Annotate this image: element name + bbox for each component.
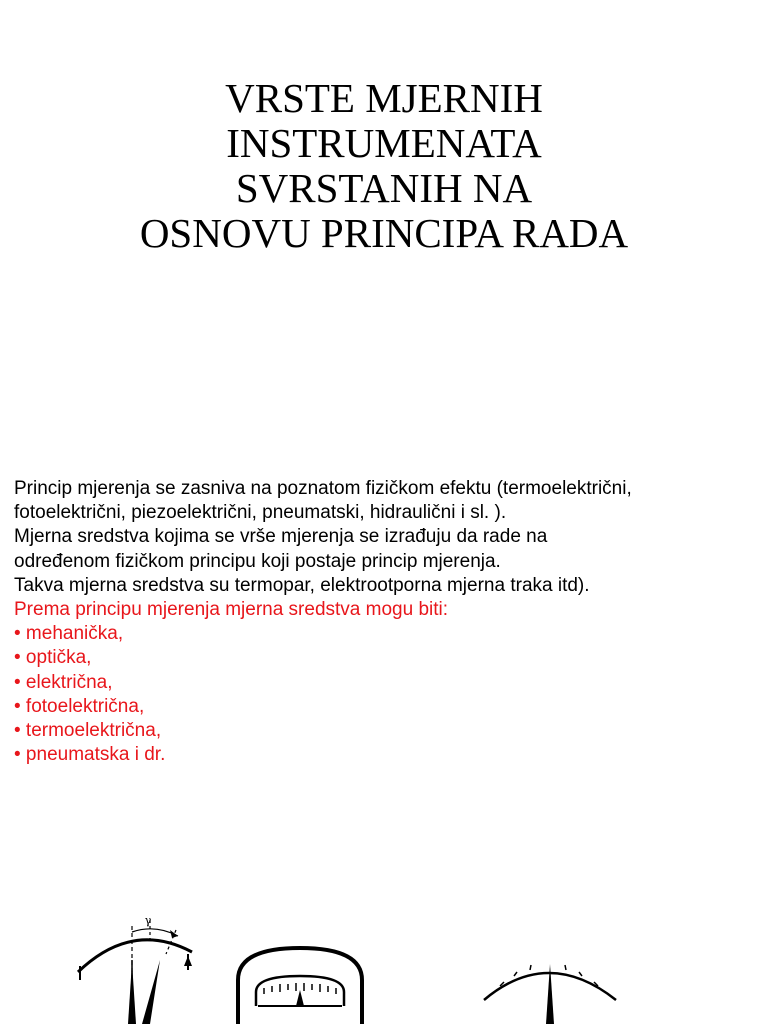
list-item: • mehanička,	[14, 623, 124, 645]
title-line-3: SVRSTANIH NA	[235, 165, 533, 211]
title-line-1: VRSTE MJERNIH	[225, 75, 543, 121]
mechanical-pointer-scale-icon	[78, 920, 192, 1024]
instrument-figures	[0, 900, 768, 1024]
angle-label: γ	[144, 914, 152, 927]
list-item: • optička,	[14, 647, 92, 669]
page-title	[0, 76, 768, 256]
list-item: • pneumatska i dr.	[14, 744, 166, 766]
title-line-4: OSNOVU PRINCIPA RADA	[139, 210, 629, 256]
paragraph-line-2: fotoelektrični, piezoelektrični, pneumatski, hidraulični i sl. ).	[14, 502, 507, 524]
list-item: • električna,	[14, 671, 113, 693]
paragraph-line-3: Mjerna sredstva kojima se vrše mjerenja se izrađuju da rade na	[14, 526, 548, 548]
body-text	[14, 477, 764, 767]
list-item: • fotoelektrična,	[14, 695, 145, 717]
list-intro: Prema principu mjerenja mjerna sredstva mogu biti:	[14, 599, 449, 621]
paragraph-line-4: određenom fizičkom principu koji postaje princip mjerenja.	[14, 550, 501, 572]
paragraph-line-5: Takva mjerna sredstva su termopar, elektrootporna mjerna traka itd).	[14, 574, 590, 596]
title-line-2: INSTRUMENATA	[226, 120, 542, 166]
list-item: • termoelektrična,	[14, 720, 162, 742]
meter-dial-icon	[238, 948, 362, 1024]
paragraph-line-1: Princip mjerenja se zasniva na poznatom fizičkom efektu (termoelektrični,	[14, 478, 632, 499]
arc-scale-pointer-icon	[484, 964, 616, 1024]
